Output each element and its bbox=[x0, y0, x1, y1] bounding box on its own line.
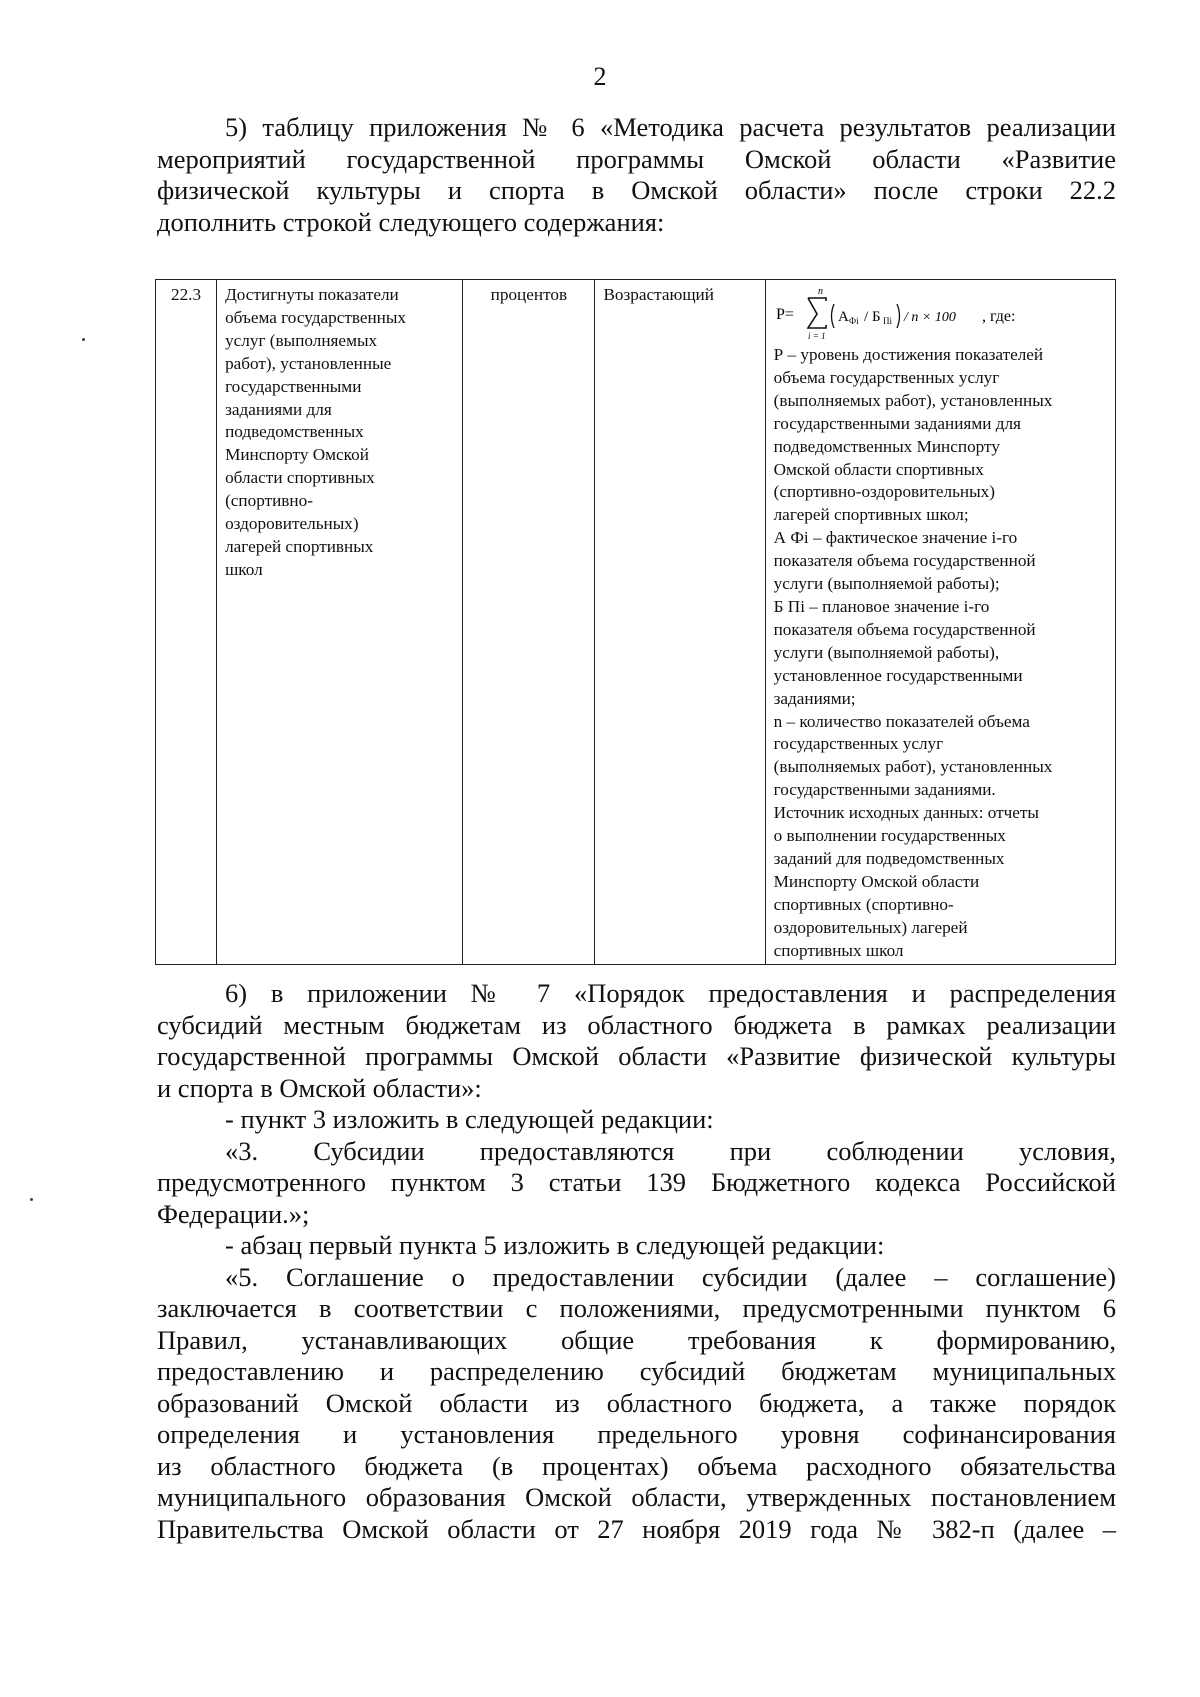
formula-a-sub: Фi bbox=[848, 316, 859, 326]
indicator-name-line: оздоровительных) bbox=[225, 514, 359, 534]
formula-a: А bbox=[837, 309, 849, 325]
unit-cell: процентов bbox=[463, 280, 595, 965]
item6-line: - абзац первый пункта 5 изложить в следующей редакции: bbox=[225, 1230, 885, 1260]
method-line: (спортивно-оздоровительных) bbox=[773, 482, 995, 502]
method-line: спортивных школ bbox=[773, 940, 904, 960]
method-line: подведомственных Минспорту bbox=[773, 436, 1000, 456]
indicator-name-line: Достигнуты показатели bbox=[225, 285, 399, 304]
method-line: А Фi – фактическое значение i-го bbox=[773, 528, 1018, 548]
method-line: (выполняемых работ), установленных bbox=[773, 390, 1053, 410]
item6-line: из областного бюджета (в процентах) объема расходного обязательства bbox=[157, 1450, 1116, 1481]
method-line: о выполнении государственных bbox=[773, 826, 1006, 846]
item6-line: субсидий местным бюджетам из областного бюджета в рамках реализации bbox=[157, 1009, 1116, 1040]
item6-line: 6) в приложении № 7 «Порядок предоставления и распределения bbox=[225, 978, 1116, 1008]
indicator-name-line: государственными bbox=[225, 376, 362, 396]
indicator-name-line: (спортивно- bbox=[225, 491, 313, 511]
method-line: спортивных (спортивно- bbox=[773, 894, 954, 914]
indicator-name-line: подведомственных bbox=[225, 422, 364, 442]
indicator-name-cell bbox=[217, 280, 463, 965]
item5-line: физической культуры и спорта в Омской области» после строки 22.2 bbox=[157, 175, 1116, 205]
item6-line: предусмотренного пунктом 3 статьи 139 Бюджетного кодекса Российской bbox=[157, 1167, 1116, 1197]
item6-line: Федерации.»; bbox=[157, 1198, 310, 1229]
item5-paragraph bbox=[157, 112, 1116, 238]
method-line: услуги (выполняемой работы); bbox=[773, 574, 1000, 594]
item6-line: образований Омской области из областного бюджета, а также порядок bbox=[157, 1387, 1116, 1418]
indicator-name-line: области спортивных bbox=[225, 468, 375, 488]
item6-line: - пункт 3 изложить в следующей редакции: bbox=[225, 1104, 714, 1134]
indicator-name-line: школ bbox=[225, 559, 263, 579]
item5-line: дополнить строкой следующего содержания: bbox=[157, 206, 665, 237]
method-line: установленное государственными bbox=[773, 665, 1023, 685]
formula-slash: / bbox=[863, 309, 868, 325]
method-line: лагерей спортивных школ; bbox=[773, 505, 969, 525]
method-line: объема государственных услуг bbox=[773, 367, 1000, 387]
item6-line: «5. Соглашение о предоставлении субсидии (далее – соглашение) bbox=[225, 1261, 1116, 1292]
indicator-name-line: объема государственных bbox=[225, 307, 407, 327]
item6-line: Правил, устанавливающих общие требования к формированию, bbox=[157, 1324, 1116, 1355]
indicator-name-line: услуг (выполняемых bbox=[225, 330, 378, 350]
formula-where: , где: bbox=[981, 308, 1016, 325]
item6-line: Правительства Омской области от 27 ноября 2019 года № 382-п (далее – bbox=[157, 1513, 1116, 1544]
right-paren-icon bbox=[897, 304, 900, 328]
indicator-name-line: Минспорту Омской bbox=[225, 445, 369, 465]
method-line: оздоровительных) лагерей bbox=[773, 917, 968, 937]
method-line: услуги (выполняемой работы), bbox=[773, 642, 1000, 662]
formula-b: Б bbox=[871, 309, 881, 325]
method-line: Минспорту Омской области bbox=[773, 871, 980, 891]
left-paren-icon bbox=[831, 304, 834, 328]
scan-speck bbox=[30, 1198, 33, 1201]
method-line: государственными заданиями. bbox=[773, 780, 996, 800]
method-line: Р – уровень достижения показателей bbox=[773, 345, 1044, 364]
formula-graphic bbox=[774, 284, 1064, 340]
indicator-name-line: работ), установленные bbox=[225, 353, 392, 373]
row-number-cell: 22.3 bbox=[156, 280, 217, 965]
indicator-name-line: заданиями для bbox=[225, 399, 332, 419]
method-line: заданиями; bbox=[773, 688, 856, 708]
indicator-name-line: лагерей спортивных bbox=[225, 536, 374, 556]
item6-line: заключается в соответствии с положениями, предусмотренными пунктом 6 bbox=[157, 1293, 1116, 1323]
item5-line: 5) таблицу приложения № 6 «Методика расчета результатов реализации bbox=[225, 112, 1116, 142]
item6-line: предоставлению и распределению субсидий бюджетам муниципальных bbox=[157, 1356, 1116, 1386]
methodology-table bbox=[155, 279, 1116, 965]
method-line: Омской области спортивных bbox=[773, 459, 984, 479]
table-row bbox=[156, 280, 1116, 965]
sigma-icon bbox=[808, 298, 826, 328]
method-line: государственными заданиями для bbox=[773, 413, 1021, 433]
item6-line: «3. Субсидии предоставляются при соблюдении условия, bbox=[225, 1135, 1116, 1166]
method-line: показателя объема государственной bbox=[773, 551, 1036, 571]
method-line: (выполняемых работ), установленных bbox=[773, 757, 1053, 777]
item6-line: и спорта в Омской области»: bbox=[157, 1072, 482, 1103]
method-line: Источник исходных данных: отчеты bbox=[773, 803, 1039, 823]
item5-line: мероприятий государственной программы Омской области «Развитие bbox=[157, 143, 1116, 174]
scan-speck bbox=[82, 338, 85, 341]
trend-cell: Возрастающий bbox=[595, 280, 765, 965]
item6-line: муниципального образования Омской области, утвержденных постановлением bbox=[157, 1482, 1116, 1512]
method-line: государственных услуг bbox=[773, 734, 944, 754]
formula bbox=[774, 284, 1107, 340]
method-line: заданий для подведомственных bbox=[773, 848, 1005, 868]
page-number: 2 bbox=[593, 62, 607, 91]
formula-sum-lower: i = 1 bbox=[807, 331, 826, 340]
method-line: n – количество показателей объема bbox=[773, 711, 1030, 731]
formula-sum-upper: n bbox=[817, 286, 823, 297]
method-line: Б Пi – плановое значение i-го bbox=[773, 596, 990, 616]
item6-line: государственной программы Омской области «Развитие физической культуры bbox=[157, 1041, 1116, 1071]
method-line: показателя объема государственной bbox=[773, 619, 1036, 639]
method-cell bbox=[765, 280, 1115, 965]
formula-tail: / n × 100 bbox=[903, 310, 956, 325]
item6-line: определения и установления предельного уровня софинансирования bbox=[157, 1419, 1116, 1449]
formula-lhs: P= bbox=[775, 306, 794, 323]
item6-block bbox=[157, 978, 1116, 1545]
formula-b-sub: Пi bbox=[882, 316, 892, 326]
